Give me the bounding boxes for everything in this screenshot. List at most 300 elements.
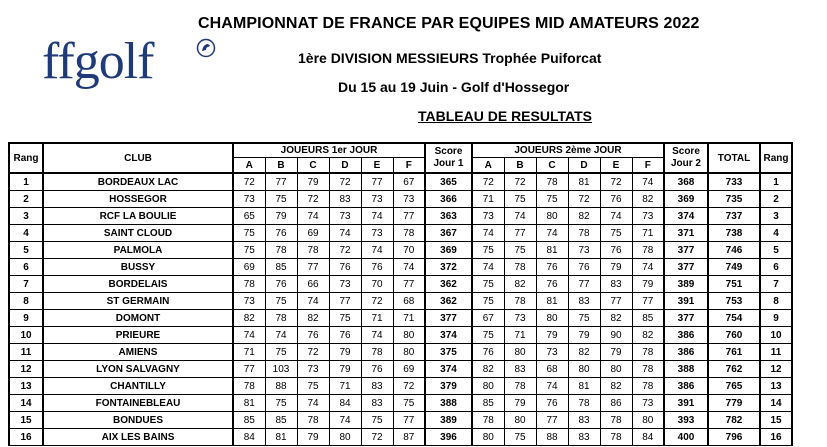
results-table <box>8 142 793 446</box>
rank-cell: 1 <box>9 173 43 191</box>
day2-player-score-cell: 82 <box>632 191 664 208</box>
day1-player-score-cell: 75 <box>361 412 393 429</box>
day2-player-score-cell: 78 <box>600 412 632 429</box>
day1-player-score-cell: 73 <box>361 225 393 242</box>
day2-player-score-cell: 74 <box>472 225 504 242</box>
day1-player-score-cell: 75 <box>233 242 265 259</box>
day2-player-score-cell: 75 <box>568 310 600 327</box>
day2-player-score-cell: 90 <box>600 327 632 344</box>
day1-player-score-cell: 73 <box>361 191 393 208</box>
rank-cell: 5 <box>9 242 43 259</box>
total-cell: 761 <box>708 344 760 361</box>
final-rank-cell: 15 <box>760 412 792 429</box>
day1-player-score-cell: 83 <box>361 395 393 412</box>
day2-player-score-cell: 80 <box>472 429 504 446</box>
total-cell: 782 <box>708 412 760 429</box>
day2-player-score-cell: 74 <box>632 173 664 191</box>
day1-player-score-cell: 79 <box>297 173 329 191</box>
day1-player-score-cell: 80 <box>393 327 425 344</box>
day1-player-score-cell: 73 <box>393 191 425 208</box>
day1-player-score-cell: 81 <box>265 429 297 446</box>
day2-player-score-cell: 78 <box>504 378 536 395</box>
day1-score-cell: 374 <box>425 327 472 344</box>
day1-player-score-cell: 67 <box>393 173 425 191</box>
club-name-cell: BONDUES <box>43 412 233 429</box>
day1-player-score-cell: 76 <box>329 327 361 344</box>
day2-score-cell: 386 <box>664 344 708 361</box>
day1-player-score-cell: 77 <box>393 276 425 293</box>
day1-player-score-cell: 78 <box>265 310 297 327</box>
day2-player-score-cell: 83 <box>600 276 632 293</box>
day1-player-score-cell: 74 <box>393 259 425 276</box>
day2-score-cell: 386 <box>664 378 708 395</box>
day1-player-score-cell: 77 <box>393 208 425 225</box>
day2-player-score-cell: 78 <box>632 361 664 378</box>
table-row <box>9 259 792 276</box>
day1-player-score-cell: 71 <box>393 310 425 327</box>
final-rank-cell: 11 <box>760 344 792 361</box>
table-row <box>9 225 792 242</box>
day2-player-score-cell: 74 <box>632 259 664 276</box>
total-cell: 762 <box>708 361 760 378</box>
day2-player-score-cell: 73 <box>536 344 568 361</box>
rooster-emblem-icon <box>196 38 216 58</box>
club-name-cell: SAINT CLOUD <box>43 225 233 242</box>
day2-player-score-cell: 76 <box>568 259 600 276</box>
club-name-cell: HOSSEGOR <box>43 191 233 208</box>
rank-cell: 7 <box>9 276 43 293</box>
header-day1-players: JOUEURS 1er JOUR <box>233 143 425 158</box>
day1-score-cell: 389 <box>425 412 472 429</box>
day1-player-score-cell: 73 <box>297 361 329 378</box>
day1-player-score-cell: 83 <box>361 378 393 395</box>
club-name-cell: PALMOLA <box>43 242 233 259</box>
day2-score-cell: 389 <box>664 276 708 293</box>
rank-cell: 9 <box>9 310 43 327</box>
day1-score-cell: 369 <box>425 242 472 259</box>
day2-player-score-cell: 78 <box>632 242 664 259</box>
day1-score-cell: 366 <box>425 191 472 208</box>
day1-player-score-cell: 74 <box>233 327 265 344</box>
rank-cell: 16 <box>9 429 43 446</box>
day1-player-score-cell: 76 <box>361 259 393 276</box>
day2-player-score-cell: 73 <box>568 242 600 259</box>
header-player-a: A <box>472 158 504 174</box>
day2-player-score-cell: 77 <box>600 293 632 310</box>
day1-player-score-cell: 78 <box>297 242 329 259</box>
day1-score-cell: 396 <box>425 429 472 446</box>
day1-player-score-cell: 77 <box>265 173 297 191</box>
day2-player-score-cell: 74 <box>536 225 568 242</box>
total-cell: 738 <box>708 225 760 242</box>
day1-player-score-cell: 80 <box>329 429 361 446</box>
total-cell: 796 <box>708 429 760 446</box>
day1-player-score-cell: 74 <box>297 293 329 310</box>
header-player-c: C <box>297 158 329 174</box>
day2-score-cell: 391 <box>664 293 708 310</box>
day1-player-score-cell: 77 <box>329 293 361 310</box>
day2-score-cell: 377 <box>664 310 708 327</box>
rank-cell: 14 <box>9 395 43 412</box>
club-name-cell: BUSSY <box>43 259 233 276</box>
header-player-d: D <box>568 158 600 174</box>
club-name-cell: DOMONT <box>43 310 233 327</box>
final-rank-cell: 9 <box>760 310 792 327</box>
day1-player-score-cell: 72 <box>361 293 393 310</box>
day1-player-score-cell: 87 <box>393 429 425 446</box>
total-cell: 754 <box>708 310 760 327</box>
final-rank-cell: 3 <box>760 208 792 225</box>
results-table-title: TABLEAU DE RESULTATS <box>418 108 592 124</box>
day2-player-score-cell: 88 <box>536 429 568 446</box>
day1-score-cell: 388 <box>425 395 472 412</box>
day2-player-score-cell: 76 <box>536 276 568 293</box>
day1-player-score-cell: 76 <box>361 361 393 378</box>
day2-player-score-cell: 79 <box>600 259 632 276</box>
day1-player-score-cell: 77 <box>361 173 393 191</box>
day1-player-score-cell: 76 <box>329 259 361 276</box>
day1-player-score-cell: 71 <box>233 344 265 361</box>
day1-player-score-cell: 83 <box>329 191 361 208</box>
ffgolf-logo: ffgolf <box>42 33 154 90</box>
day1-player-score-cell: 82 <box>233 310 265 327</box>
day1-player-score-cell: 103 <box>265 361 297 378</box>
header-player-f: F <box>632 158 664 174</box>
day2-player-score-cell: 75 <box>600 225 632 242</box>
day2-player-score-cell: 75 <box>504 191 536 208</box>
day1-player-score-cell: 74 <box>329 412 361 429</box>
day2-player-score-cell: 86 <box>600 395 632 412</box>
club-name-cell: FONTAINEBLEAU <box>43 395 233 412</box>
day2-player-score-cell: 80 <box>600 361 632 378</box>
day2-player-score-cell: 75 <box>472 293 504 310</box>
day1-player-score-cell: 88 <box>265 378 297 395</box>
day2-player-score-cell: 72 <box>472 173 504 191</box>
day1-player-score-cell: 79 <box>329 344 361 361</box>
day1-score-cell: 362 <box>425 293 472 310</box>
final-rank-cell: 6 <box>760 259 792 276</box>
day1-score-cell: 379 <box>425 378 472 395</box>
day2-player-score-cell: 82 <box>568 208 600 225</box>
day2-player-score-cell: 78 <box>632 378 664 395</box>
day1-score-cell: 362 <box>425 276 472 293</box>
day1-player-score-cell: 68 <box>393 293 425 310</box>
header-player-c: C <box>536 158 568 174</box>
day2-player-score-cell: 82 <box>568 344 600 361</box>
day1-player-score-cell: 74 <box>329 225 361 242</box>
day2-player-score-cell: 75 <box>472 276 504 293</box>
day2-score-cell: 377 <box>664 259 708 276</box>
day1-player-score-cell: 71 <box>329 378 361 395</box>
day1-player-score-cell: 75 <box>393 395 425 412</box>
day2-player-score-cell: 73 <box>632 395 664 412</box>
day1-player-score-cell: 82 <box>297 310 329 327</box>
day2-player-score-cell: 72 <box>504 173 536 191</box>
total-cell: 735 <box>708 191 760 208</box>
rank-cell: 11 <box>9 344 43 361</box>
club-name-cell: PRIEURE <box>43 327 233 344</box>
day1-player-score-cell: 74 <box>297 208 329 225</box>
day1-player-score-cell: 72 <box>393 378 425 395</box>
header-player-b: B <box>504 158 536 174</box>
day1-player-score-cell: 73 <box>233 191 265 208</box>
day2-player-score-cell: 73 <box>472 208 504 225</box>
championship-title: CHAMPIONNAT DE FRANCE PAR EQUIPES MID AMATEURS 2022 <box>198 15 700 32</box>
club-name-cell: BORDEAUX LAC <box>43 173 233 191</box>
day2-player-score-cell: 74 <box>536 378 568 395</box>
day1-score-cell: 375 <box>425 344 472 361</box>
day2-player-score-cell: 75 <box>472 327 504 344</box>
final-rank-cell: 5 <box>760 242 792 259</box>
rank-cell: 6 <box>9 259 43 276</box>
day2-player-score-cell: 80 <box>472 378 504 395</box>
final-rank-cell: 12 <box>760 361 792 378</box>
rank-cell: 2 <box>9 191 43 208</box>
day1-player-score-cell: 75 <box>265 344 297 361</box>
day1-score-cell: 367 <box>425 225 472 242</box>
day2-score-cell: 371 <box>664 225 708 242</box>
day2-player-score-cell: 83 <box>568 412 600 429</box>
total-cell: 753 <box>708 293 760 310</box>
day1-player-score-cell: 75 <box>233 225 265 242</box>
day2-player-score-cell: 80 <box>568 361 600 378</box>
day1-score-cell: 372 <box>425 259 472 276</box>
day2-player-score-cell: 81 <box>536 293 568 310</box>
day1-player-score-cell: 70 <box>393 242 425 259</box>
day1-player-score-cell: 74 <box>361 327 393 344</box>
day2-player-score-cell: 84 <box>632 429 664 446</box>
day2-score-cell: 374 <box>664 208 708 225</box>
day2-player-score-cell: 77 <box>504 225 536 242</box>
day2-score-cell: 391 <box>664 395 708 412</box>
day2-player-score-cell: 81 <box>536 242 568 259</box>
table-row <box>9 293 792 310</box>
day2-score-cell: 393 <box>664 412 708 429</box>
day2-player-score-cell: 85 <box>632 310 664 327</box>
day1-player-score-cell: 78 <box>361 344 393 361</box>
day1-player-score-cell: 65 <box>233 208 265 225</box>
day1-player-score-cell: 73 <box>329 276 361 293</box>
day1-player-score-cell: 84 <box>233 429 265 446</box>
day1-player-score-cell: 84 <box>329 395 361 412</box>
day2-player-score-cell: 74 <box>472 259 504 276</box>
day2-player-score-cell: 78 <box>536 173 568 191</box>
day1-player-score-cell: 71 <box>361 310 393 327</box>
day1-player-score-cell: 81 <box>233 395 265 412</box>
day1-player-score-cell: 74 <box>361 208 393 225</box>
day2-score-cell: 369 <box>664 191 708 208</box>
day2-player-score-cell: 82 <box>632 327 664 344</box>
day2-player-score-cell: 67 <box>472 310 504 327</box>
dates-venue: Du 15 au 19 Juin - Golf d'Hossegor <box>338 79 570 95</box>
header-player-f: F <box>393 158 425 174</box>
day2-player-score-cell: 68 <box>536 361 568 378</box>
header-day2-players: JOUEURS 2ème JOUR <box>472 143 664 158</box>
header-player-e: E <box>600 158 632 174</box>
day2-player-score-cell: 76 <box>600 191 632 208</box>
day2-player-score-cell: 83 <box>568 293 600 310</box>
rank-cell: 15 <box>9 412 43 429</box>
day2-player-score-cell: 75 <box>504 429 536 446</box>
day2-player-score-cell: 76 <box>536 259 568 276</box>
final-rank-cell: 14 <box>760 395 792 412</box>
day1-score-cell: 377 <box>425 310 472 327</box>
day2-player-score-cell: 71 <box>632 225 664 242</box>
header-player-a: A <box>233 158 265 174</box>
day2-player-score-cell: 75 <box>472 242 504 259</box>
day2-player-score-cell: 79 <box>600 344 632 361</box>
day2-score-cell: 388 <box>664 361 708 378</box>
day1-player-score-cell: 75 <box>297 378 329 395</box>
day2-player-score-cell: 78 <box>600 429 632 446</box>
day1-player-score-cell: 72 <box>329 242 361 259</box>
day1-player-score-cell: 79 <box>297 429 329 446</box>
day2-player-score-cell: 82 <box>472 361 504 378</box>
day2-player-score-cell: 74 <box>600 208 632 225</box>
division-subtitle: 1ère DIVISION MESSIEURS Trophée Puiforcat <box>298 50 602 66</box>
day1-player-score-cell: 77 <box>233 361 265 378</box>
day1-player-score-cell: 78 <box>233 378 265 395</box>
day2-player-score-cell: 80 <box>632 412 664 429</box>
day1-player-score-cell: 79 <box>265 208 297 225</box>
table-row <box>9 191 792 208</box>
day2-player-score-cell: 78 <box>472 412 504 429</box>
day2-player-score-cell: 71 <box>504 327 536 344</box>
day2-player-score-cell: 78 <box>632 344 664 361</box>
total-cell: 733 <box>708 173 760 191</box>
header-total: TOTAL <box>708 143 760 173</box>
day1-player-score-cell: 73 <box>233 293 265 310</box>
header-score-day2: Score Jour 2 <box>664 143 708 173</box>
table-row <box>9 242 792 259</box>
club-name-cell: AMIENS <box>43 344 233 361</box>
rank-cell: 12 <box>9 361 43 378</box>
day1-player-score-cell: 80 <box>393 344 425 361</box>
day1-score-cell: 365 <box>425 173 472 191</box>
day1-player-score-cell: 75 <box>329 310 361 327</box>
day1-score-cell: 363 <box>425 208 472 225</box>
day1-player-score-cell: 66 <box>297 276 329 293</box>
table-row <box>9 344 792 361</box>
day2-player-score-cell: 82 <box>600 378 632 395</box>
day2-player-score-cell: 79 <box>632 276 664 293</box>
table-row <box>9 310 792 327</box>
day1-player-score-cell: 74 <box>265 327 297 344</box>
day2-player-score-cell: 80 <box>504 412 536 429</box>
day1-player-score-cell: 78 <box>297 412 329 429</box>
table-row <box>9 378 792 395</box>
club-name-cell: LYON SALVAGNY <box>43 361 233 378</box>
day2-player-score-cell: 82 <box>504 276 536 293</box>
day2-player-score-cell: 78 <box>568 395 600 412</box>
day2-player-score-cell: 85 <box>472 395 504 412</box>
day2-player-score-cell: 75 <box>536 191 568 208</box>
total-cell: 760 <box>708 327 760 344</box>
rank-cell: 13 <box>9 378 43 395</box>
day2-player-score-cell: 79 <box>536 327 568 344</box>
day1-player-score-cell: 76 <box>265 276 297 293</box>
total-cell: 779 <box>708 395 760 412</box>
table-row <box>9 276 792 293</box>
day1-player-score-cell: 85 <box>233 412 265 429</box>
final-rank-cell: 2 <box>760 191 792 208</box>
rank-cell: 4 <box>9 225 43 242</box>
club-name-cell: RCF LA BOULIE <box>43 208 233 225</box>
day2-player-score-cell: 83 <box>568 429 600 446</box>
total-cell: 737 <box>708 208 760 225</box>
day1-player-score-cell: 76 <box>297 327 329 344</box>
day2-player-score-cell: 81 <box>568 173 600 191</box>
results-body <box>9 173 792 446</box>
table-row <box>9 361 792 378</box>
day1-player-score-cell: 77 <box>393 412 425 429</box>
header-score-day1: Score Jour 1 <box>425 143 472 173</box>
club-name-cell: CHANTILLY <box>43 378 233 395</box>
day1-player-score-cell: 78 <box>393 225 425 242</box>
day1-player-score-cell: 73 <box>329 208 361 225</box>
day2-player-score-cell: 77 <box>568 276 600 293</box>
table-row <box>9 208 792 225</box>
final-rank-cell: 13 <box>760 378 792 395</box>
day2-player-score-cell: 76 <box>536 395 568 412</box>
day1-player-score-cell: 74 <box>297 395 329 412</box>
day2-player-score-cell: 79 <box>504 395 536 412</box>
header-player-e: E <box>361 158 393 174</box>
day1-player-score-cell: 75 <box>265 191 297 208</box>
day1-player-score-cell: 85 <box>265 259 297 276</box>
day1-player-score-cell: 69 <box>297 225 329 242</box>
day1-player-score-cell: 78 <box>265 242 297 259</box>
table-row <box>9 429 792 446</box>
table-row <box>9 395 792 412</box>
day1-player-score-cell: 75 <box>265 293 297 310</box>
day1-player-score-cell: 76 <box>265 225 297 242</box>
header-player-b: B <box>265 158 297 174</box>
final-rank-cell: 10 <box>760 327 792 344</box>
club-name-cell: AIX LES BAINS <box>43 429 233 446</box>
day1-player-score-cell: 69 <box>393 361 425 378</box>
day2-player-score-cell: 78 <box>504 259 536 276</box>
day1-player-score-cell: 79 <box>329 361 361 378</box>
day2-player-score-cell: 75 <box>504 242 536 259</box>
day2-player-score-cell: 77 <box>536 412 568 429</box>
day1-player-score-cell: 74 <box>361 242 393 259</box>
day2-player-score-cell: 77 <box>632 293 664 310</box>
table-row <box>9 327 792 344</box>
rank-cell: 10 <box>9 327 43 344</box>
day2-player-score-cell: 80 <box>536 208 568 225</box>
total-cell: 746 <box>708 242 760 259</box>
header-club: CLUB <box>43 143 233 173</box>
day2-player-score-cell: 71 <box>472 191 504 208</box>
club-name-cell: BORDELAIS <box>43 276 233 293</box>
day1-player-score-cell: 70 <box>361 276 393 293</box>
day2-player-score-cell: 72 <box>600 173 632 191</box>
day2-player-score-cell: 80 <box>536 310 568 327</box>
total-cell: 751 <box>708 276 760 293</box>
day2-player-score-cell: 76 <box>600 242 632 259</box>
day2-score-cell: 386 <box>664 327 708 344</box>
table-row <box>9 412 792 429</box>
day1-player-score-cell: 78 <box>233 276 265 293</box>
table-row <box>9 173 792 191</box>
final-rank-cell: 1 <box>760 173 792 191</box>
day2-player-score-cell: 80 <box>504 344 536 361</box>
day1-player-score-cell: 69 <box>233 259 265 276</box>
rank-cell: 3 <box>9 208 43 225</box>
day1-player-score-cell: 72 <box>297 344 329 361</box>
day2-player-score-cell: 72 <box>568 191 600 208</box>
